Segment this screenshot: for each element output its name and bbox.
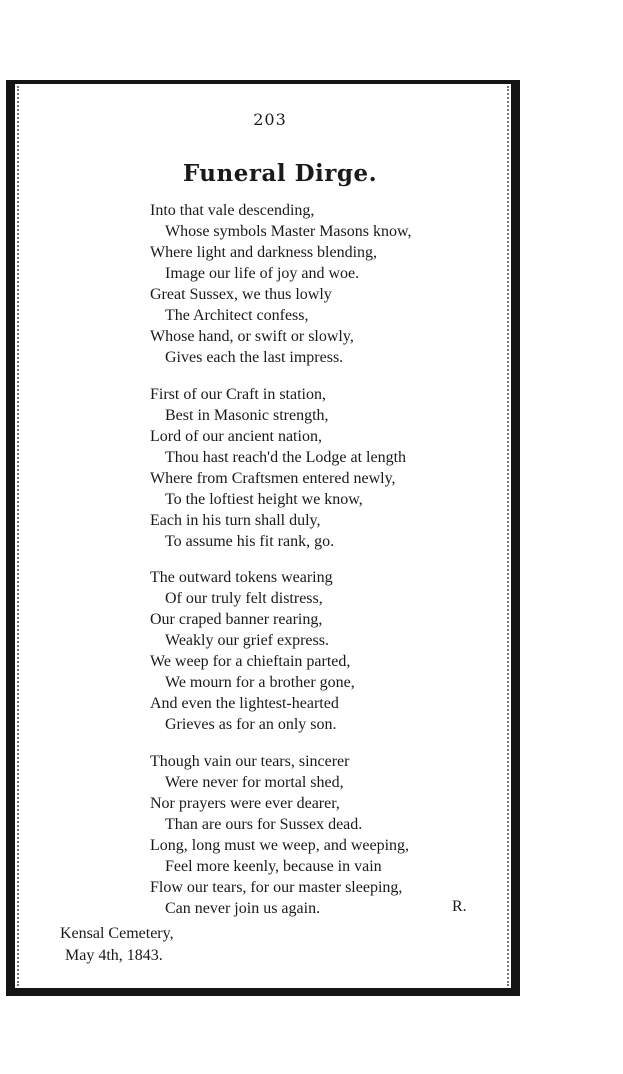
stanza-2: [150, 384, 470, 552]
stanza-3: [150, 567, 470, 735]
poem-line: Flow our tears, for our master sleeping,: [150, 878, 403, 896]
poem-line: Image our life of joy and woe.: [165, 265, 360, 282]
date-line: May 4th, 1843.: [65, 947, 163, 964]
place-line: Kensal Cemetery,: [60, 925, 174, 942]
poem-line: Our craped banner rearing,: [150, 611, 323, 628]
poem-line: Whose hand, or swift or slowly,: [150, 328, 354, 345]
poem-line: Long, long must we weep, and weeping,: [150, 836, 410, 854]
poem-line: And even the lightest-hearted: [150, 695, 339, 712]
poem-line: The outward tokens wearing: [150, 569, 333, 586]
poem-line: First of our Craft in station,: [150, 385, 326, 403]
poem-line: Each in his turn shall duly,: [150, 511, 321, 529]
poem-line: Feel more keenly, because in vain: [165, 857, 382, 875]
poem-line: Gives each the last impress.: [165, 349, 344, 366]
poem-line: Though vain our tears, sincerer: [150, 752, 350, 770]
poem-line: Grieves as for an only son.: [165, 716, 337, 733]
poem-line: Thou hast reach'd the Lodge at length: [165, 448, 407, 466]
poem-line: The Architect confess,: [165, 307, 309, 324]
poem-line: Where from Craftsmen entered newly,: [150, 469, 396, 487]
poem-line: Of our truly felt distress,: [165, 590, 323, 607]
poem-line: Than are ours for Sussex dead.: [165, 815, 363, 833]
author-initial: R.: [452, 898, 467, 915]
page-number: 203: [253, 110, 287, 129]
poem-line: Lord of our ancient nation,: [150, 427, 322, 445]
stanza-1: [150, 200, 470, 368]
poem-body: [150, 200, 470, 934]
poem-line: Into that vale descending,: [150, 202, 315, 219]
place-date: [60, 923, 174, 967]
poem-line: We weep for a chieftain parted,: [150, 653, 351, 670]
poem-line: Weakly our grief express.: [165, 632, 329, 649]
poem-line: To the loftiest height we know,: [165, 490, 363, 508]
poem-line: Great Sussex, we thus lowly: [150, 286, 332, 303]
poem-line: To assume his fit rank, go.: [165, 532, 335, 550]
poem-line: Where light and darkness blending,: [150, 244, 378, 261]
poem-line: We mourn for a brother gone,: [165, 674, 355, 691]
poem-line: Can never join us again.: [165, 899, 321, 917]
poem-line: Nor prayers were ever dearer,: [150, 794, 340, 812]
stanza-4: [150, 751, 470, 919]
poem-line: Whose symbols Master Masons know,: [165, 223, 412, 240]
poem-line: Were never for mortal shed,: [165, 773, 344, 791]
poem-line: Best in Masonic strength,: [165, 406, 329, 424]
poem-title: Funeral Dirge.: [182, 160, 378, 187]
